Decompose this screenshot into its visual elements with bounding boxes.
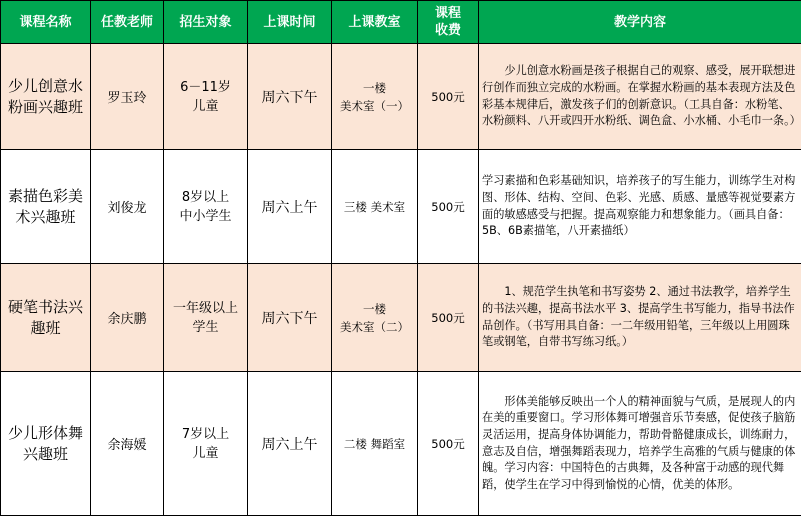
- table-row: [1, 264, 801, 372]
- course-content: [479, 44, 801, 150]
- header-course-name: 课程名称: [1, 1, 91, 44]
- course-content-text: 形体美能够反映出一个人的精神面貌与气质，是展现人的内在美的重要窗口。学习形体舞可增强音乐节奏感，促使孩子脑筋灵活运用，提高身体协调能力，帮助骨骼健康成长，训练耐力，意志及自信，增强舞蹈表现力，培养学生高雅的气质与健康的体魄。学习内容：中国特色的古典舞，及各种富于动感的现代舞蹈，使学生在学习中得到愉悦的心情，优美的体形。: [482, 394, 796, 491]
- header-fee-line2: 收费: [434, 23, 461, 38]
- header-room: 上课教室: [332, 1, 418, 44]
- table-row: [1, 150, 801, 264]
- course-fee: 500元: [418, 44, 479, 150]
- course-room-line1: 一楼: [363, 301, 386, 316]
- header-content: 教学内容: [479, 1, 801, 44]
- course-target-line2: 中小学生: [179, 208, 232, 224]
- course-target-line1: 8岁以上: [181, 189, 230, 205]
- course-room-line1: 三楼 美术室: [343, 199, 406, 214]
- course-fee: 500元: [418, 372, 479, 516]
- course-content-text: 学习素描和色彩基础知识，培养孩子的写生能力，训练学生对构图、形体、结构、空间、色彩、光感、质感、量感等视觉要素方面的敏感感受与把握。提高观察能力和想象能力。（画具自备：5B、6B素描笔，八开素描纸）: [482, 174, 796, 238]
- header-target: 招生对象: [164, 1, 248, 44]
- course-target: [164, 264, 248, 372]
- course-room-line1: 二楼 舞蹈室: [343, 436, 406, 451]
- course-teacher: 余海媛: [91, 372, 164, 516]
- course-teacher: 罗玉玲: [91, 44, 164, 150]
- course-content-text: 少儿创意水粉画是孩子根据自己的观察、感受，展开联想进行创作而独立完成的水粉画。在掌握水粉画的基本表现方法及色彩基本规律后，激发孩子们的创新意识。（工具自备：水粉笔、水粉颜料、八开或四开水粉纸、调色盒、小水桶、小毛巾一条。）: [482, 64, 801, 128]
- table-row: [1, 44, 801, 150]
- course-room: [332, 150, 418, 264]
- header-teacher: 任教老师: [91, 1, 164, 44]
- course-target-line1: 6－11岁: [180, 79, 231, 95]
- course-fee: 500元: [418, 150, 479, 264]
- course-room: [332, 372, 418, 516]
- course-target: [164, 150, 248, 264]
- header-time: 上课时间: [248, 1, 332, 44]
- course-target-line1: 一年级以上: [172, 300, 238, 316]
- course-content: [479, 264, 801, 372]
- course-target: [164, 372, 248, 516]
- course-fee: 500元: [418, 264, 479, 372]
- course-name: 少儿形体舞兴趣班: [1, 372, 91, 516]
- course-target-line1: 7岁以上: [181, 426, 230, 442]
- header-fee-line1: 课程: [434, 6, 461, 21]
- course-time: 周六下午: [248, 44, 332, 150]
- course-time: 周六上午: [248, 372, 332, 516]
- course-target-line2: 儿童: [192, 445, 219, 461]
- course-target: [164, 44, 248, 150]
- course-room: [332, 264, 418, 372]
- course-content-text: 1、规范学生执笔和书写姿势 2、通过书法教学，培养学生的书法兴趣，提高书法水平 3、提高学生书写能力，指导书法作品创作。（书写用具自备：一二年级用铅笔，三年级以上用圆珠笔或钢笔，自带书写练习纸。）: [482, 285, 795, 349]
- course-room: [332, 44, 418, 150]
- table-row: [1, 372, 801, 516]
- course-name: 硬笔书法兴趣班: [1, 264, 91, 372]
- course-content: [479, 150, 801, 264]
- course-room-line2: 美术室（一）: [340, 98, 409, 113]
- course-time: 周六下午: [248, 264, 332, 372]
- course-target-line2: 儿童: [192, 98, 219, 114]
- course-time: 周六上午: [248, 150, 332, 264]
- course-teacher: 刘俊龙: [91, 150, 164, 264]
- course-room-line2: 美术室（二）: [340, 319, 409, 334]
- course-room-line1: 一楼: [363, 80, 386, 95]
- course-name: 素描色彩美术兴趣班: [1, 150, 91, 264]
- course-target-line2: 学生: [192, 319, 219, 335]
- header-row: [1, 1, 801, 44]
- course-name: 少儿创意水粉画兴趣班: [1, 44, 91, 150]
- course-teacher: 余庆鹏: [91, 264, 164, 372]
- header-fee: [418, 1, 479, 44]
- course-content: [479, 372, 801, 516]
